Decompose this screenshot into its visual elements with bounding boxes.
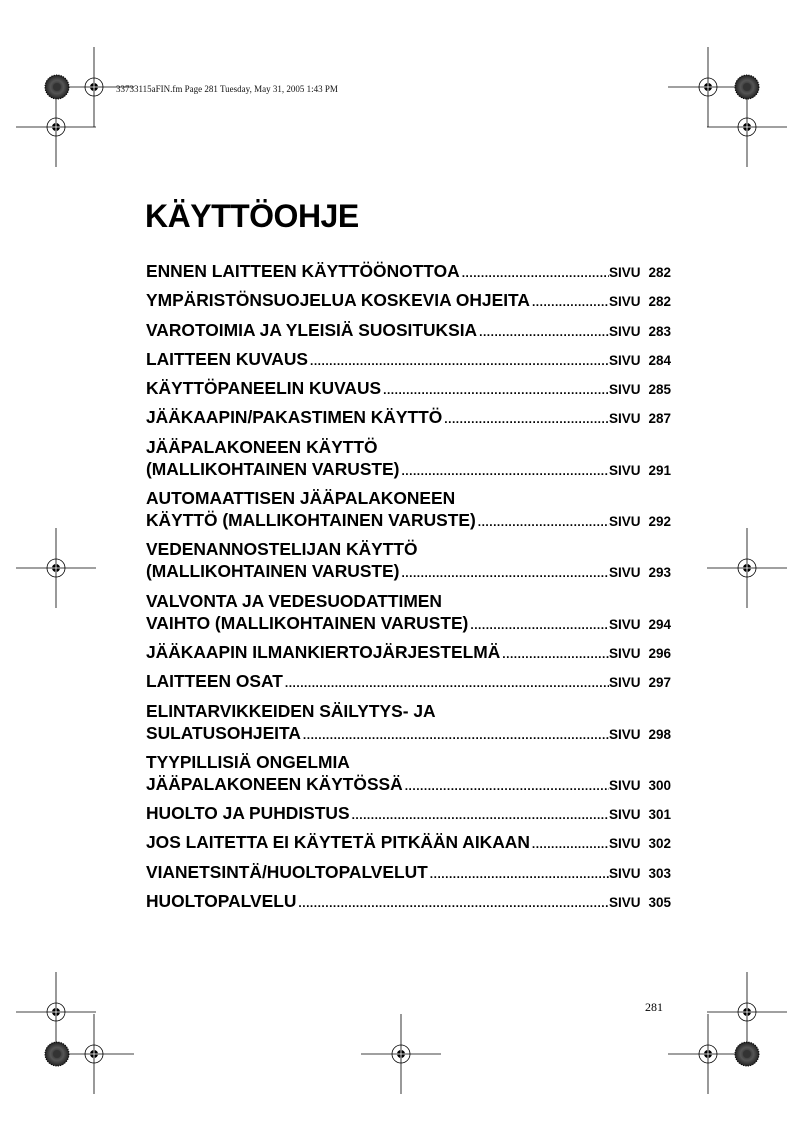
toc-entry-title-line: JÄÄPALAKONEEN KÄYTTÖ: [146, 436, 378, 457]
page-label: SIVU: [608, 807, 641, 823]
page-reference-number: 301: [648, 807, 671, 823]
file-info-slug: 33733115aFIN.fm Page 281 Tuesday, May 31, 2005 1:43 PM: [116, 84, 338, 94]
registration-mark-right-middle: [707, 528, 787, 608]
toc-entry: [146, 700, 671, 746]
color-dial-top-right: [735, 75, 759, 99]
toc-page-ref: [609, 775, 671, 797]
toc-page-ref: [609, 672, 671, 694]
toc-entry-title: HUOLTOPALVELU: [146, 891, 297, 912]
page-label: SIVU: [608, 726, 641, 742]
toc-entry-row: [146, 861, 671, 885]
toc-entry: [146, 641, 671, 665]
page-reference-number: 296: [648, 645, 671, 661]
dot-leader: [352, 804, 609, 826]
dot-leader: [478, 511, 609, 533]
toc-entry-row: [146, 722, 671, 746]
toc-page-ref: [609, 408, 671, 430]
toc-page-ref: [609, 724, 671, 746]
toc-entry-title: JÄÄKAAPIN/PAKASTIMEN KÄYTTÖ: [146, 407, 443, 428]
toc-entry-row: [146, 319, 671, 343]
toc-entry-title: SULATUSOHJEITA: [146, 722, 301, 743]
toc-entry: [146, 406, 671, 430]
toc-entry: [146, 436, 671, 482]
page-reference-number: 285: [648, 382, 671, 398]
toc-entry-title: JOS LAITETTA EI KÄYTETÄ PITKÄÄN AIKAAN: [146, 832, 530, 853]
dot-leader: [401, 562, 609, 584]
toc-entry-row: [146, 509, 671, 533]
color-dial-top-left: [45, 75, 69, 99]
toc-entry-row: [146, 641, 671, 665]
color-dial-bottom-right: [735, 1042, 759, 1066]
registration-mark-bottom-center: [361, 1014, 441, 1094]
dot-leader: [479, 321, 609, 343]
page-title: KÄYTTÖOHJE: [145, 198, 359, 234]
page-label: SIVU: [608, 323, 641, 339]
page-label: SIVU: [608, 514, 641, 530]
page-label: SIVU: [608, 294, 641, 310]
page-reference-number: 294: [648, 616, 671, 632]
page-reference-number: 282: [648, 294, 671, 310]
toc-page-ref: [609, 511, 671, 533]
toc-entry: [146, 538, 671, 584]
dot-leader: [298, 892, 609, 914]
toc-entry-title: LAITTEEN KUVAUS: [146, 348, 308, 369]
dot-leader: [383, 379, 609, 401]
toc-entry-title: KÄYTTÖ (MALLIKOHTAINEN VARUSTE): [146, 510, 476, 531]
dot-leader: [303, 724, 609, 746]
dot-leader: [405, 775, 609, 797]
page-label: SIVU: [608, 865, 641, 881]
page-label: SIVU: [608, 352, 641, 368]
page-reference-number: 287: [648, 411, 671, 427]
page-label: SIVU: [608, 382, 641, 398]
toc-page-ref: [609, 460, 671, 482]
dot-leader: [470, 614, 609, 636]
toc-entry: [146, 802, 671, 826]
toc-entry-title-line: ELINTARVIKKEIDEN SÄILYTYS- JA: [146, 700, 436, 721]
toc-entry-row: [146, 377, 671, 401]
toc-entry: [146, 260, 671, 284]
toc-page-ref: [609, 562, 671, 584]
toc-entry-title: JÄÄPALAKONEEN KÄYTÖSSÄ: [146, 773, 403, 794]
page-reference-number: 292: [648, 514, 671, 530]
dot-leader: [285, 672, 609, 694]
page-label: SIVU: [608, 411, 641, 427]
dot-leader: [502, 643, 609, 665]
page-label: SIVU: [608, 777, 641, 793]
page-number: 281: [645, 1000, 663, 1014]
toc-entry-title: (MALLIKOHTAINEN VARUSTE): [146, 561, 400, 582]
page-label: SIVU: [608, 462, 641, 478]
dot-leader: [310, 350, 609, 372]
toc-entry-title: HUOLTO JA PUHDISTUS: [146, 803, 350, 824]
page-label: SIVU: [608, 836, 641, 852]
toc-entry: [146, 590, 671, 636]
toc-entry: [146, 377, 671, 401]
toc-entry-row: [146, 670, 671, 694]
registration-mark-left-middle: [16, 528, 96, 608]
page-reference-number: 297: [648, 675, 671, 691]
toc-entry-title-line: VEDENANNOSTELIJAN KÄYTTÖ: [146, 539, 418, 560]
toc-entry-title: YMPÄRISTÖNSUOJELUA KOSKEVIA OHJEITA: [146, 290, 530, 311]
toc-entry-title: LAITTEEN OSAT: [146, 671, 283, 692]
toc-page-ref: [609, 892, 671, 914]
table-of-contents: [146, 260, 671, 919]
page-reference-number: 283: [648, 323, 671, 339]
toc-entry-row: [146, 560, 671, 584]
dot-leader: [401, 460, 609, 482]
page-reference-number: 305: [648, 895, 671, 911]
page-label: SIVU: [608, 265, 641, 280]
toc-entry-title-line: TYYPILLISIÄ ONGELMIA: [146, 751, 350, 772]
toc-entry-row: [146, 289, 671, 313]
toc-page-ref: [609, 804, 671, 826]
toc-page-ref: [609, 321, 671, 343]
toc-entry-row: [146, 773, 671, 797]
toc-entry-title: VAROTOIMIA JA YLEISIÄ SUOSITUKSIA: [146, 319, 478, 340]
toc-entry: [146, 861, 671, 885]
toc-page-ref: [609, 643, 671, 665]
page-label: SIVU: [608, 565, 641, 581]
page-reference-number: 293: [648, 565, 671, 581]
toc-entry-title: VAIHTO (MALLIKOHTAINEN VARUSTE): [146, 612, 469, 633]
toc-entry-row: [146, 802, 671, 826]
page-reference-number: 298: [648, 726, 671, 742]
page-reference-number: 300: [648, 777, 671, 793]
toc-entry-title-line: AUTOMAATTISEN JÄÄPALAKONEEN: [146, 488, 456, 509]
toc-entry-row: [146, 458, 671, 482]
dot-leader: [430, 863, 609, 885]
page-reference-number: 302: [648, 836, 671, 852]
toc-page-ref: [609, 291, 671, 313]
toc-page-ref: [609, 350, 671, 372]
toc-entry-title-line: VALVONTA JA VEDESUODATTIMEN: [146, 590, 442, 611]
toc-entry: [146, 890, 671, 914]
toc-entry: [146, 670, 671, 694]
dot-leader: [462, 262, 609, 284]
dot-leader: [532, 833, 609, 855]
page-reference-number: 291: [648, 462, 671, 478]
page-reference-number: 282: [648, 265, 671, 280]
toc-entry-title: (MALLIKOHTAINEN VARUSTE): [146, 458, 400, 479]
dot-leader: [444, 408, 609, 430]
toc-entry: [146, 289, 671, 313]
toc-page-ref: [609, 833, 671, 855]
page-label: SIVU: [608, 675, 641, 691]
page-label: SIVU: [608, 895, 641, 911]
toc-entry: [146, 831, 671, 855]
page-label: SIVU: [608, 645, 641, 661]
toc-page-ref: [609, 614, 671, 636]
toc-entry: [146, 348, 671, 372]
registration-mark-right-lower: [707, 972, 787, 1052]
toc-entry-row: [146, 406, 671, 430]
page-reference-number: 284: [648, 352, 671, 368]
toc-page-ref: [609, 262, 671, 284]
toc-entry-row: [146, 260, 671, 284]
toc-entry-title: JÄÄKAAPIN ILMANKIERTOJÄRJESTELMÄ: [146, 641, 501, 662]
page-label: SIVU: [608, 616, 641, 632]
toc-entry-title: KÄYTTÖPANEELIN KUVAUS: [146, 378, 382, 399]
toc-entry: [146, 751, 671, 797]
color-dial-bottom-left: [45, 1042, 69, 1066]
toc-entry-row: [146, 890, 671, 914]
toc-entry-title: ENNEN LAITTEEN KÄYTTÖÖNOTTOA: [146, 261, 460, 281]
toc-entry-row: [146, 348, 671, 372]
toc-page-ref: [609, 379, 671, 401]
page-reference-number: 303: [648, 865, 671, 881]
registration-mark-left-lower: [16, 972, 96, 1052]
dot-leader: [532, 291, 609, 313]
toc-entry-row: [146, 831, 671, 855]
toc-entry: [146, 487, 671, 533]
toc-entry-title: VIANETSINTÄ/HUOLTOPALVELUT: [146, 861, 428, 882]
toc-entry: [146, 319, 671, 343]
toc-page-ref: [609, 863, 671, 885]
toc-entry-row: [146, 612, 671, 636]
